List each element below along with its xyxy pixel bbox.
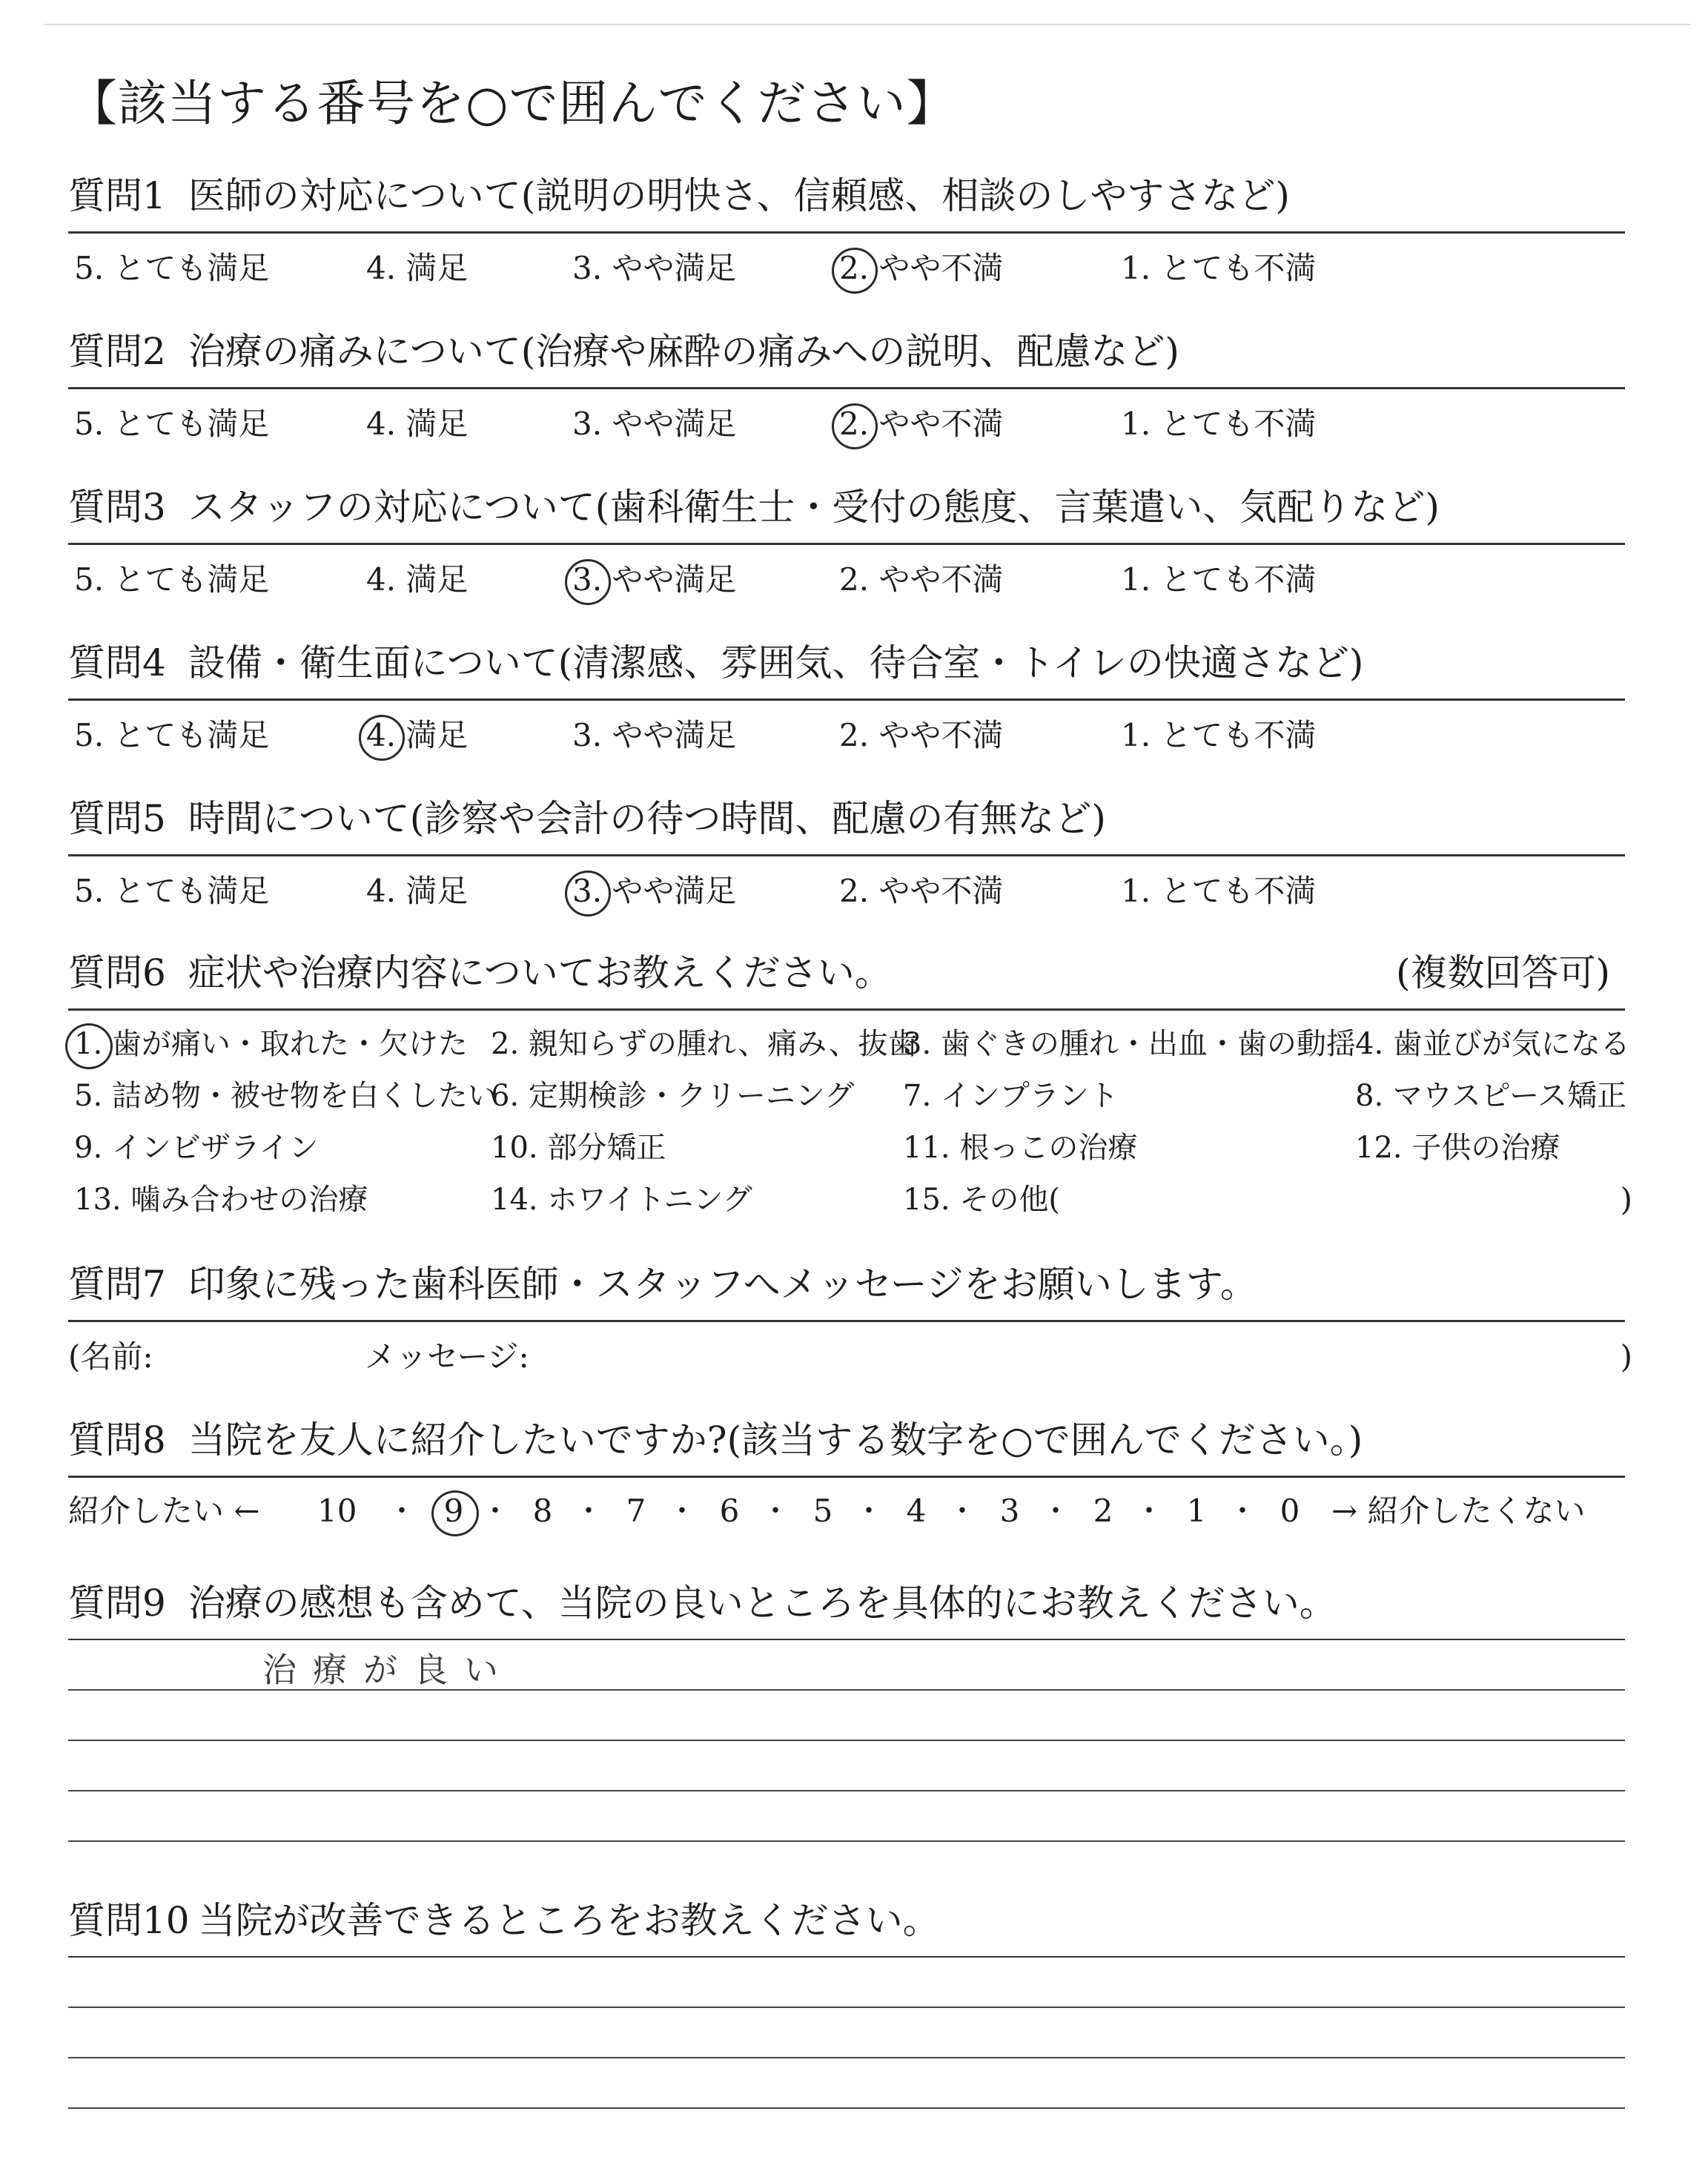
question-number: 質問2 [68,330,166,373]
scale-separator: ・ [1228,1494,1257,1528]
question-rule [68,1476,1625,1478]
other-close-paren: ) [1620,1181,1632,1218]
scale-separator: ・ [667,1494,697,1528]
symptom-option[interactable]: 1. 歯が痛い・取れた・欠けた [74,1027,468,1061]
multiple-answer-note: (複数回答可) [1395,951,1610,994]
message-close-paren: ) [1620,1338,1632,1375]
option-2[interactable]: 2. やや不満 [839,250,1004,286]
scale-option[interactable]: 3 [999,1493,1020,1529]
scale-right-label: → 紹介したくない [1331,1493,1586,1529]
scale-option[interactable]: 5 [812,1493,833,1529]
option-5[interactable]: 5. とても満足 [74,561,270,598]
option-5[interactable]: 5. とても満足 [74,873,270,909]
symptom-option[interactable]: 13. 噛み合わせの治療 [74,1183,368,1217]
scale-option[interactable]: 10 [317,1493,357,1529]
option-2[interactable]: 2. やや不満 [839,561,1004,598]
question-title [68,940,1625,1005]
symptom-option[interactable]: 2. 親知らずの腫れ、痛み、抜歯 [491,1027,918,1061]
symptom-option[interactable]: 3. 歯ぐきの腫れ・出血・歯の動揺 [903,1027,1356,1061]
message-label: メッセージ: [365,1338,529,1375]
option-3[interactable]: 3. やや満足 [572,250,737,286]
page-heading: 【該当する番号を○で囲んでください】 [68,75,956,132]
symptom-option[interactable]: 12. 子供の治療 [1355,1131,1560,1165]
scale-left-label: 紹介したい ← [68,1493,260,1529]
scale-separator: ・ [947,1494,977,1528]
question-number: 質問5 [68,797,166,840]
scale-separator: ・ [1041,1494,1070,1528]
message-field-row [68,1335,1632,1379]
symptom-options [68,1022,1632,1244]
question-text: 症状や治療内容についてお教えください。 [188,951,892,994]
question-title [68,319,1625,384]
question-rule [68,698,1625,701]
scale-option[interactable]: 1 [1186,1493,1207,1529]
question-text: 当院が改善できるところをお教えください。 [198,1899,940,1942]
question-number: 質問4 [68,641,166,684]
top-border [44,24,1690,25]
question-text: 治療の感想も含めて、当院の良いところを具体的にお教えください。 [188,1582,1337,1625]
answer-line [68,1790,1625,1791]
scale-separator: ・ [761,1494,790,1528]
symptom-option[interactable]: 9. インビザライン [74,1131,319,1165]
scale-option[interactable]: 8 [532,1493,553,1529]
scale-option[interactable]: 9 [443,1493,464,1529]
option-1[interactable]: 1. とても不満 [1121,873,1317,909]
symptom-option[interactable]: 6. 定期検診・クリーニング [491,1079,855,1113]
option-4[interactable]: 4. 満足 [366,717,469,753]
scale-option[interactable]: 4 [906,1493,927,1529]
question-rule [68,387,1625,389]
question-number: 質問1 [68,174,166,217]
option-4[interactable]: 4. 満足 [366,873,469,909]
answer-line [68,2107,1625,2109]
question-rule [68,1639,1625,1640]
option-1[interactable]: 1. とても不満 [1121,250,1317,286]
question-title [68,163,1625,228]
option-4[interactable]: 4. 満足 [366,406,469,442]
question-title [68,1888,1625,1953]
scale-option[interactable]: 7 [626,1493,646,1529]
symptom-option[interactable]: 15. その他( [903,1183,1060,1217]
option-2[interactable]: 2. やや不満 [839,406,1004,442]
scale-option[interactable]: 2 [1093,1493,1113,1529]
question-rule [68,1320,1625,1322]
question-text: 医師の対応について(説明の明快さ、信頼感、相談のしやすさなど) [188,174,1290,217]
question-rule [68,1008,1625,1011]
answer-line [68,2057,1625,2058]
name-label: (名前: [68,1338,153,1375]
answer-line [68,1689,1625,1691]
symptom-option[interactable]: 7. インプラント [903,1079,1119,1113]
option-5[interactable]: 5. とても満足 [74,406,270,442]
option-3[interactable]: 3. やや満足 [572,406,737,442]
handwritten-answer: 治療が良い [262,1650,514,1690]
question-title [68,1571,1625,1636]
question-title [68,630,1625,696]
question-rule [68,543,1625,545]
question-number: 質問6 [68,951,166,994]
scale-option[interactable]: 0 [1280,1493,1300,1529]
question-number: 質問7 [68,1263,166,1306]
option-5[interactable]: 5. とても満足 [74,250,270,286]
question-number: 質問3 [68,486,166,529]
symptom-option[interactable]: 5. 詰め物・被せ物を白くしたい [74,1079,497,1113]
symptom-option[interactable]: 4. 歯並びが気になる [1355,1027,1630,1061]
scale-option[interactable]: 6 [719,1493,740,1529]
symptom-option[interactable]: 10. 部分矯正 [491,1131,666,1165]
option-1[interactable]: 1. とても不満 [1121,561,1317,598]
option-3[interactable]: 3. やや満足 [572,561,737,598]
question-number: 質問9 [68,1582,166,1625]
question-text: スタッフの対応について(歯科衛生士・受付の態度、言葉遣い、気配りなど) [188,486,1440,529]
scale-separator: ・ [574,1494,603,1528]
question-text: 治療の痛みについて(治療や麻酔の痛みへの説明、配慮など) [188,330,1179,373]
symptom-option[interactable]: 8. マウスピース矯正 [1355,1079,1627,1113]
symptom-option[interactable]: 11. 根っこの治療 [903,1131,1138,1165]
option-3[interactable]: 3. やや満足 [572,873,737,909]
question-rule [68,1956,1625,1958]
scale-separator: ・ [1134,1494,1164,1528]
rating-options [68,558,1625,602]
question-text: 印象に残った歯科医師・スタッフへメッセージをお願いします。 [188,1263,1257,1306]
recommend-scale [68,1487,1625,1535]
option-4[interactable]: 4. 満足 [366,561,469,598]
option-3[interactable]: 3. やや満足 [572,717,737,753]
option-2[interactable]: 2. やや不満 [839,717,1004,753]
scale-separator: ・ [480,1494,510,1528]
rating-options [68,402,1625,446]
option-4[interactable]: 4. 満足 [366,250,469,286]
symptom-option[interactable]: 14. ホワイトニング [491,1183,752,1217]
option-2[interactable]: 2. やや不満 [839,873,1004,909]
question-rule [68,854,1625,856]
rating-options [68,713,1625,758]
rating-options [68,869,1625,914]
answer-line [68,2007,1625,2008]
question-text: 設備・衛生面について(清潔感、雰囲気、待合室・トイレの快適さなど) [188,641,1364,684]
question-title [68,1407,1625,1473]
rating-options [68,246,1625,291]
answer-line [68,1740,1625,1741]
question-title [68,1252,1625,1317]
question-number: 質問8 [68,1418,166,1462]
scale-separator: ・ [854,1494,884,1528]
question-title [68,786,1625,851]
question-number: 質問10 [68,1899,190,1942]
option-5[interactable]: 5. とても満足 [74,717,270,753]
question-text: 当院を友人に紹介したいですか?(該当する数字を○で囲んでください。) [188,1418,1363,1462]
option-1[interactable]: 1. とても不満 [1121,717,1317,753]
question-title [68,475,1625,540]
scale-separator: ・ [387,1494,417,1528]
question-rule [68,231,1625,234]
question-text: 時間について(診察や会計の待つ時間、配慮の有無など) [188,797,1106,840]
option-1[interactable]: 1. とても不満 [1121,406,1317,442]
answer-line [68,1840,1625,1842]
